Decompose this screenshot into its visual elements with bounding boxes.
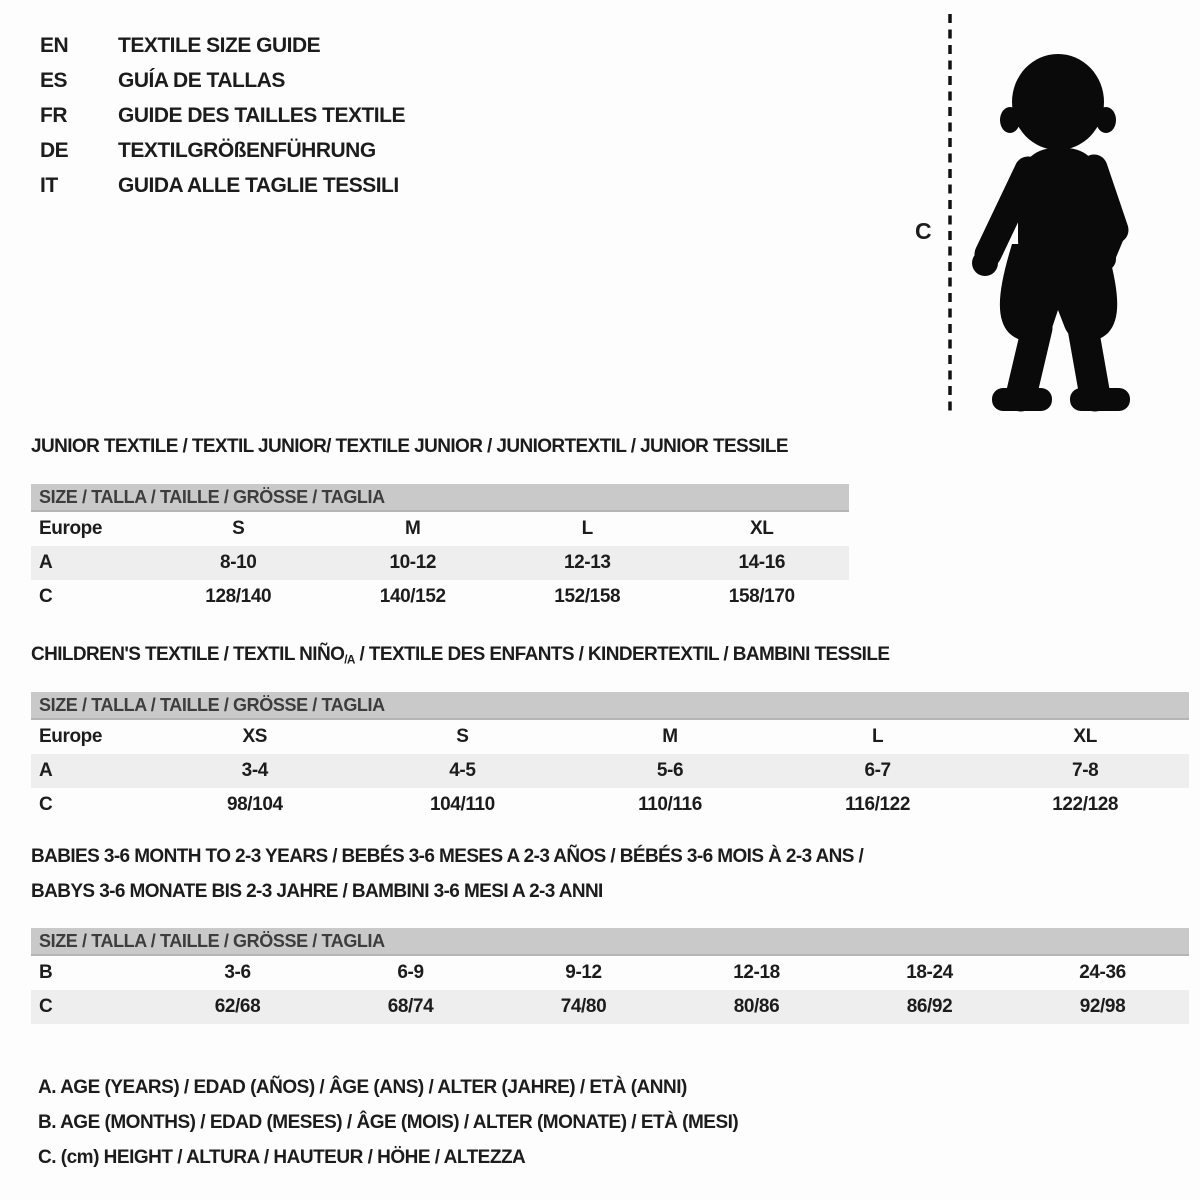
babies-section-title-line2: BABYS 3-6 MONATE BIS 2-3 JAHRE / BAMBINI 3-6 MESI A 2-3 ANNI bbox=[31, 881, 603, 902]
language-code: IT bbox=[40, 173, 58, 197]
language-title-list bbox=[40, 28, 405, 203]
value-cell: 7-8 bbox=[1072, 760, 1099, 781]
size-cell: S bbox=[232, 518, 245, 539]
row-label: C bbox=[39, 586, 53, 607]
value-cell: 9-12 bbox=[565, 962, 602, 983]
children-title-prefix: CHILDREN'S TEXTILE / TEXTIL NIÑO bbox=[31, 644, 345, 665]
value-cell: 86/92 bbox=[906, 996, 953, 1017]
value-cell: 110/116 bbox=[638, 794, 702, 815]
guide-title: TEXTILGRÖßENFÜHRUNG bbox=[118, 138, 376, 162]
height-measure-line bbox=[944, 11, 956, 417]
table-row bbox=[31, 990, 1189, 1024]
value-cell: 12-18 bbox=[733, 962, 780, 983]
row-label: C bbox=[39, 996, 53, 1017]
value-cell: 104/110 bbox=[429, 794, 495, 815]
language-code: FR bbox=[40, 103, 67, 127]
size-cell: L bbox=[581, 518, 593, 539]
value-cell: 116/122 bbox=[845, 794, 910, 815]
size-header-bar: SIZE / TALLA / TAILLE / GRÖSSE / TAGLIA bbox=[31, 484, 849, 512]
size-header-bar: SIZE / TALLA / TAILLE / GRÖSSE / TAGLIA bbox=[31, 692, 1189, 720]
size-cell: M bbox=[662, 726, 678, 747]
legend-line-c: C. (cm) HEIGHT / ALTURA / HAUTEUR / HÖHE / ALTEZZA bbox=[38, 1146, 526, 1168]
babies-section-title-line1: BABIES 3-6 MONTH TO 2-3 YEARS / BEBÉS 3-6 MESES A 2-3 AÑOS / BÉBÉS 3-6 MOIS À 2-3 ANS / bbox=[31, 846, 864, 867]
value-cell: 122/128 bbox=[1052, 794, 1119, 815]
value-cell: 158/170 bbox=[728, 586, 795, 607]
babies-size-table bbox=[31, 928, 1189, 1024]
toddler-silhouette bbox=[958, 52, 1153, 420]
value-cell: 6-9 bbox=[397, 962, 424, 983]
row-label: B bbox=[39, 962, 53, 983]
table-row bbox=[31, 956, 1189, 990]
value-cell: 6-7 bbox=[864, 760, 891, 781]
table-row bbox=[31, 580, 849, 614]
guide-title: GUÍA DE TALLAS bbox=[118, 68, 285, 92]
value-cell: 62/68 bbox=[214, 996, 261, 1017]
guide-title: GUIDE DES TAILLES TEXTILE bbox=[118, 103, 405, 127]
junior-size-table bbox=[31, 484, 849, 614]
value-cell: 12-13 bbox=[563, 552, 611, 573]
value-cell: 5-6 bbox=[656, 760, 684, 781]
children-title-subscript: /A bbox=[344, 653, 355, 667]
size-cell: XL bbox=[750, 518, 774, 539]
row-label: A bbox=[39, 552, 53, 573]
size-cell: S bbox=[456, 726, 469, 747]
guide-title: GUIDA ALLE TAGLIE TESSILI bbox=[118, 173, 399, 197]
value-cell: 18-24 bbox=[906, 962, 953, 983]
value-cell: 152/158 bbox=[554, 586, 621, 607]
row-label: Europe bbox=[39, 726, 103, 747]
value-cell: 80/86 bbox=[733, 996, 780, 1017]
list-item bbox=[40, 133, 405, 168]
size-cell: XL bbox=[1073, 726, 1097, 747]
value-cell: 98/104 bbox=[226, 794, 283, 815]
list-item bbox=[40, 168, 405, 203]
row-label: A bbox=[39, 760, 53, 781]
table-row bbox=[31, 720, 1189, 754]
children-title-suffix: / TEXTILE DES ENFANTS / KINDERTEXTIL / BAMBINI TESSILE bbox=[354, 644, 890, 665]
language-code: EN bbox=[40, 33, 69, 57]
value-cell: 3-4 bbox=[241, 760, 268, 781]
table-row bbox=[31, 754, 1189, 788]
measure-label-c: C bbox=[915, 218, 932, 244]
value-cell: 14-16 bbox=[738, 552, 786, 573]
legend-line-b: B. AGE (MONTHS) / EDAD (MESES) / ÂGE (MOIS) / ALTER (MONATE) / ETÀ (MESI) bbox=[38, 1111, 739, 1133]
legend-line-a: A. AGE (YEARS) / EDAD (AÑOS) / ÂGE (ANS) / ALTER (JAHRE) / ETÀ (ANNI) bbox=[38, 1076, 687, 1098]
value-cell: 3-6 bbox=[224, 962, 251, 983]
value-cell: 4-5 bbox=[449, 760, 476, 781]
row-label: C bbox=[39, 794, 53, 815]
children-section-title bbox=[31, 644, 889, 666]
value-cell: 24-36 bbox=[1079, 962, 1126, 983]
table-row bbox=[31, 788, 1189, 822]
value-cell: 10-12 bbox=[389, 552, 437, 573]
value-cell: 8-10 bbox=[220, 552, 257, 573]
size-header-bar: SIZE / TALLA / TAILLE / GRÖSSE / TAGLIA bbox=[31, 928, 1189, 956]
row-label: Europe bbox=[39, 518, 103, 539]
table-row bbox=[31, 512, 849, 546]
value-cell: 68/74 bbox=[387, 996, 434, 1017]
size-cell: L bbox=[871, 726, 884, 747]
value-cell: 140/152 bbox=[379, 586, 446, 607]
table-row bbox=[31, 546, 849, 580]
language-code: DE bbox=[40, 138, 69, 162]
value-cell: 74/80 bbox=[560, 996, 607, 1017]
list-item bbox=[40, 98, 405, 133]
language-code: ES bbox=[40, 68, 68, 92]
junior-section-title: JUNIOR TEXTILE / TEXTIL JUNIOR/ TEXTILE JUNIOR / JUNIORTEXTIL / JUNIOR TESSILE bbox=[31, 436, 788, 457]
value-cell: 92/98 bbox=[1079, 996, 1126, 1017]
list-item bbox=[40, 28, 405, 63]
size-cell: XS bbox=[242, 726, 268, 747]
value-cell: 128/140 bbox=[205, 586, 272, 607]
measure-legend bbox=[38, 1070, 738, 1175]
size-cell: M bbox=[405, 518, 421, 539]
list-item bbox=[40, 63, 405, 98]
children-size-table bbox=[31, 692, 1189, 822]
guide-title: TEXTILE SIZE GUIDE bbox=[118, 33, 321, 57]
